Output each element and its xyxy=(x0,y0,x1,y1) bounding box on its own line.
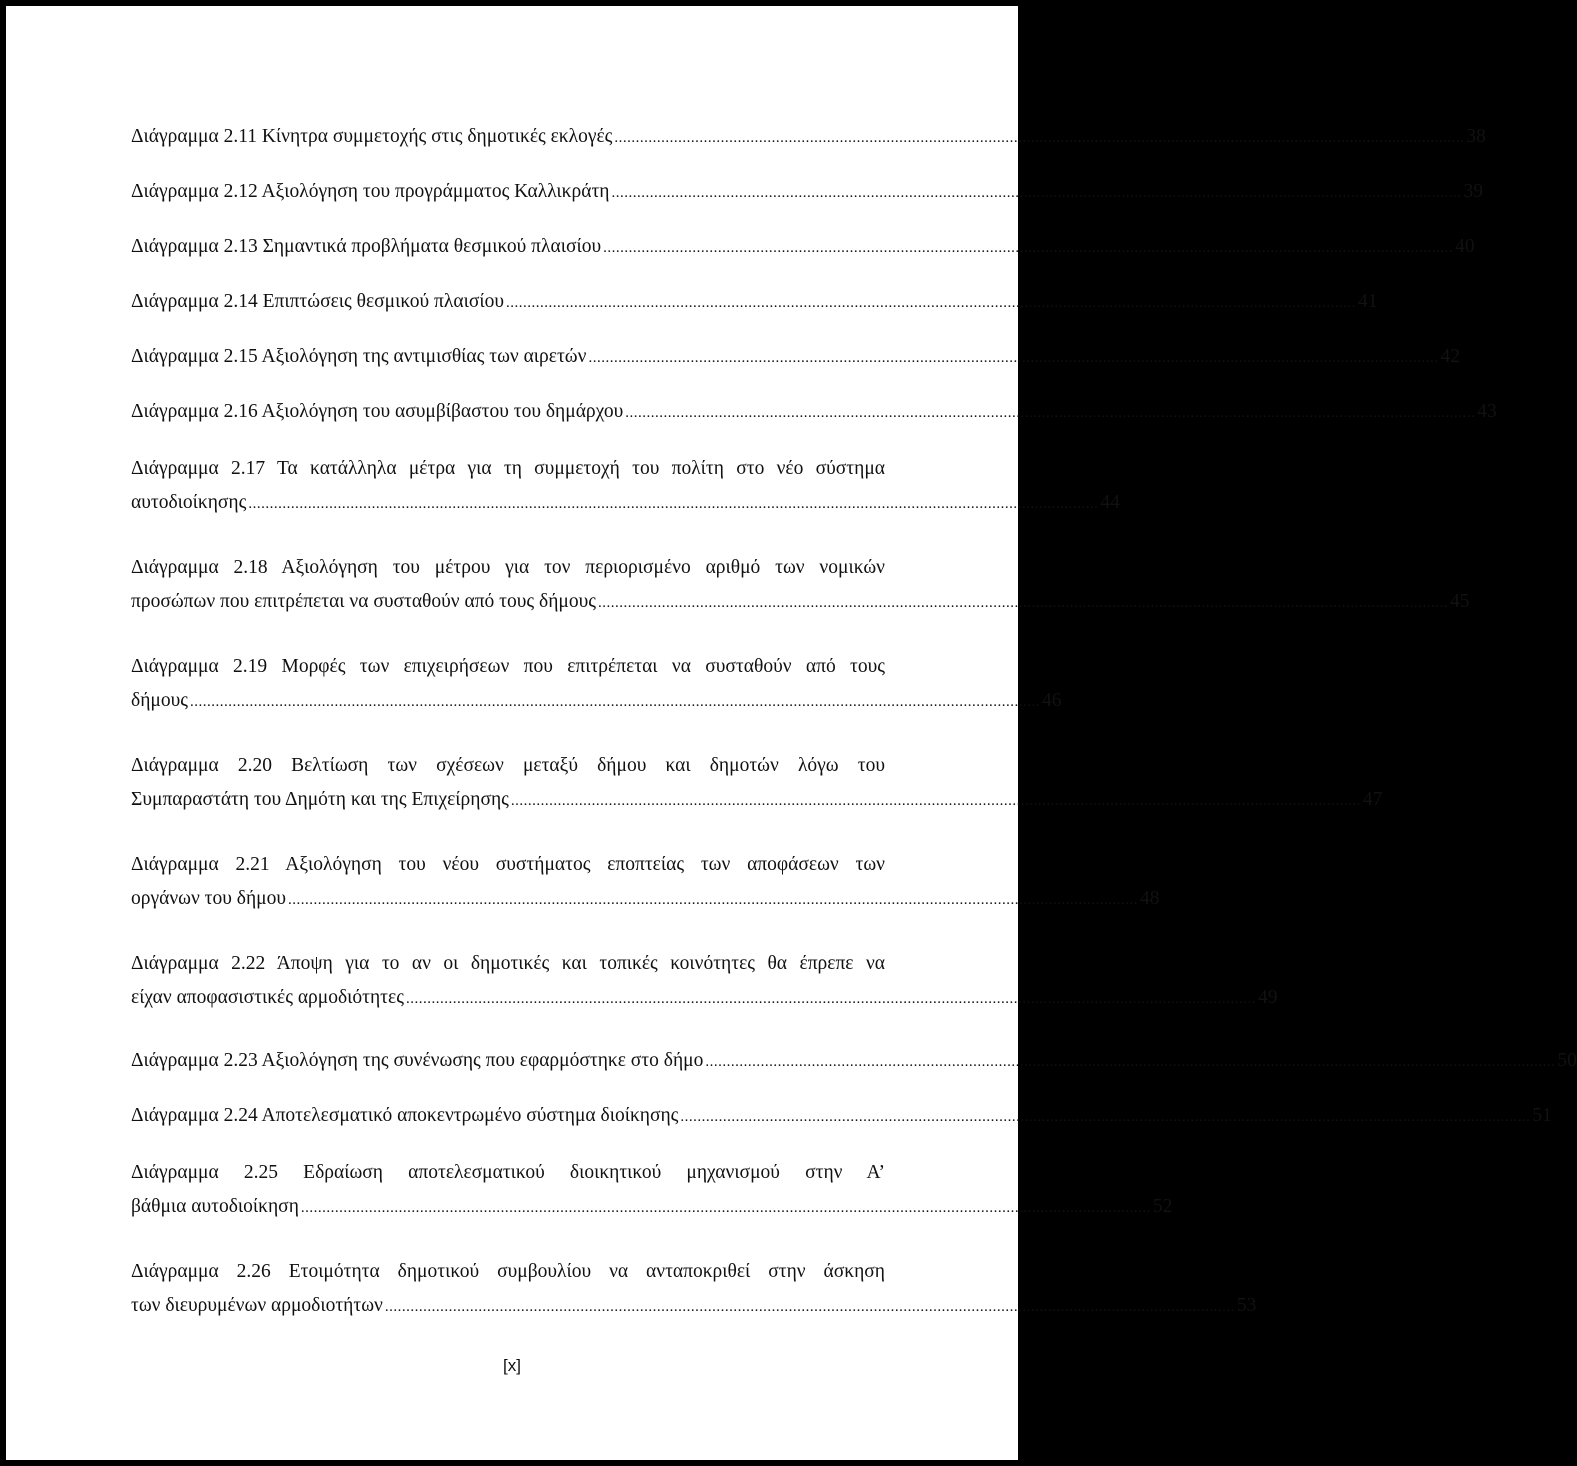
toc-entry[interactable] xyxy=(131,848,1160,917)
entry-page-number: 42 xyxy=(1440,346,1460,367)
entry-title-line: Διάγραμμα 2.26 Ετοιμότητα δημοτικού συμβουλίου να ανταποκριθεί στην άσκηση xyxy=(131,1261,885,1282)
toc-entry[interactable] xyxy=(131,1156,1173,1225)
entry-title: είχαν αποφασιστικές αρμοδιότητες xyxy=(131,987,404,1008)
entry-title: Διάγραμμα 2.12 Αξιολόγηση του προγράμματος Καλλικράτη xyxy=(131,181,610,202)
entry-page-number: 52 xyxy=(1152,1196,1173,1217)
dot-leader: ........................................................................................................................................................................................................ xyxy=(611,185,1462,201)
toc-entry[interactable] xyxy=(131,551,1470,620)
entry-title: Διάγραμμα 2.14 Επιπτώσεις θεσμικού πλαισίου xyxy=(131,291,504,312)
entry-page-number: 49 xyxy=(1257,987,1278,1008)
toc-entry[interactable] xyxy=(131,177,1483,208)
entry-title-line: Διάγραμμα 2.17 Τα κατάλληλα μέτρα για τη συμμετοχή του πολίτη στο νέο σύστημα xyxy=(131,458,885,479)
toc-entry[interactable] xyxy=(131,1101,1552,1132)
dot-leader: ........................................................................................................................................................................................................ xyxy=(189,694,1040,710)
entry-title: Διάγραμμα 2.16 Αξιολόγηση του ασυμβίβαστου του δημάρχου xyxy=(131,401,624,422)
entry-title: βάθμια αυτοδιοίκηση xyxy=(131,1196,299,1217)
dot-leader: ........................................................................................................................................................................................................ xyxy=(603,240,1454,256)
toc-entry[interactable] xyxy=(131,342,1460,373)
entry-title: Διάγραμμα 2.11 Κίνητρα συμμετοχής στις δημοτικές εκλογές xyxy=(131,126,613,147)
toc-entry[interactable] xyxy=(131,232,1475,263)
dot-leader: ........................................................................................................................................................................................................ xyxy=(614,130,1465,146)
entry-title: αυτοδιοίκησης xyxy=(131,492,247,513)
dot-leader: ........................................................................................................................................................................................................ xyxy=(680,1109,1531,1125)
list-of-figures xyxy=(131,122,1577,1354)
entry-title: των διευρυμένων αρμοδιοτήτων xyxy=(131,1295,383,1316)
dot-leader: ........................................................................................................................................................................................................ xyxy=(300,1200,1151,1216)
entry-page-number: 38 xyxy=(1466,126,1486,147)
entry-page-number: 51 xyxy=(1532,1105,1552,1126)
toc-entry[interactable] xyxy=(131,122,1486,153)
toc-entry[interactable] xyxy=(131,287,1378,318)
entry-title-line: Διάγραμμα 2.21 Αξιολόγηση του νέου συστήματος εποπτείας των αποφάσεων των xyxy=(131,854,885,875)
entry-title-line: Διάγραμμα 2.25 Εδραίωση αποτελεσματικού διοικητικού μηχανισμού στην Α’ xyxy=(131,1162,885,1183)
page-number: [x] xyxy=(503,1356,521,1375)
entry-title: Διάγραμμα 2.23 Αξιολόγηση της συνένωσης που εφαρμόστηκε στο δήμο xyxy=(131,1050,704,1071)
entry-page-number: 41 xyxy=(1357,291,1378,312)
toc-entry[interactable] xyxy=(131,452,1120,521)
entry-page-number: 48 xyxy=(1140,888,1160,909)
dot-leader: ........................................................................................................................................................................................................ xyxy=(625,405,1476,421)
dot-leader: ........................................................................................................................................................................................................ xyxy=(588,350,1439,366)
dot-leader: ........................................................................................................................................................................................................ xyxy=(288,892,1139,908)
entry-page-number: 43 xyxy=(1477,401,1497,422)
entry-page-number: 46 xyxy=(1041,690,1062,711)
entry-title-line: Διάγραμμα 2.20 Βελτίωση των σχέσεων μεταξύ δήμου και δημοτών λόγω του xyxy=(131,755,885,776)
dot-leader: ........................................................................................................................................................................................................ xyxy=(597,595,1448,611)
entry-title-line: Διάγραμμα 2.22 Άποψη για το αν οι δημοτικές και τοπικές κοινότητες θα έπρεπε να xyxy=(131,953,885,974)
dot-leader: ........................................................................................................................................................................................................ xyxy=(705,1054,1556,1070)
entry-title: Διάγραμμα 2.15 Αξιολόγηση της αντιμισθίας των αιρετών xyxy=(131,346,587,367)
entry-page-number: 39 xyxy=(1463,181,1483,202)
entry-title: δήμους xyxy=(131,690,188,711)
entry-page-number: 47 xyxy=(1362,789,1383,810)
toc-entry[interactable] xyxy=(131,1046,1577,1077)
entry-title: Διάγραμμα 2.13 Σημαντικά προβλήματα θεσμικού πλαισίου xyxy=(131,236,602,257)
document-page xyxy=(6,6,1577,1460)
toc-entry[interactable] xyxy=(131,397,1497,428)
dot-leader: ........................................................................................................................................................................................................ xyxy=(248,496,1099,512)
dot-leader: ........................................................................................................................................................................................................ xyxy=(405,991,1256,1007)
dot-leader: ........................................................................................................................................................................................................ xyxy=(510,793,1361,809)
toc-entry[interactable] xyxy=(131,947,1278,1016)
dot-leader: ........................................................................................................................................................................................................ xyxy=(384,1299,1235,1315)
toc-entry[interactable] xyxy=(131,650,1062,719)
entry-page-number: 44 xyxy=(1100,492,1120,513)
entry-title-line: Διάγραμμα 2.18 Αξιολόγηση του μέτρου για τον περιορισμένο αριθμό των νομικών xyxy=(131,557,885,578)
entry-page-number: 40 xyxy=(1455,236,1475,257)
entry-page-number: 53 xyxy=(1236,1295,1257,1316)
entry-title-line: Διάγραμμα 2.19 Μορφές των επιχειρήσεων που επιτρέπεται να συσταθούν από τους xyxy=(131,656,885,677)
entry-title: προσώπων που επιτρέπεται να συσταθούν από τους δήμους xyxy=(131,591,596,612)
entry-page-number: 45 xyxy=(1449,591,1470,612)
entry-title: Διάγραμμα 2.24 Αποτελεσματικό αποκεντρωμένο σύστημα διοίκησης xyxy=(131,1105,679,1126)
dot-leader: ........................................................................................................................................................................................................ xyxy=(505,295,1356,311)
entry-page-number: 50 xyxy=(1557,1050,1577,1071)
toc-entry[interactable] xyxy=(131,1255,1257,1324)
entry-title: οργάνων του δήμου xyxy=(131,888,287,909)
toc-entry[interactable] xyxy=(131,749,1383,818)
entry-title: Συμπαραστάτη του Δημότη και της Επιχείρησης xyxy=(131,789,509,810)
